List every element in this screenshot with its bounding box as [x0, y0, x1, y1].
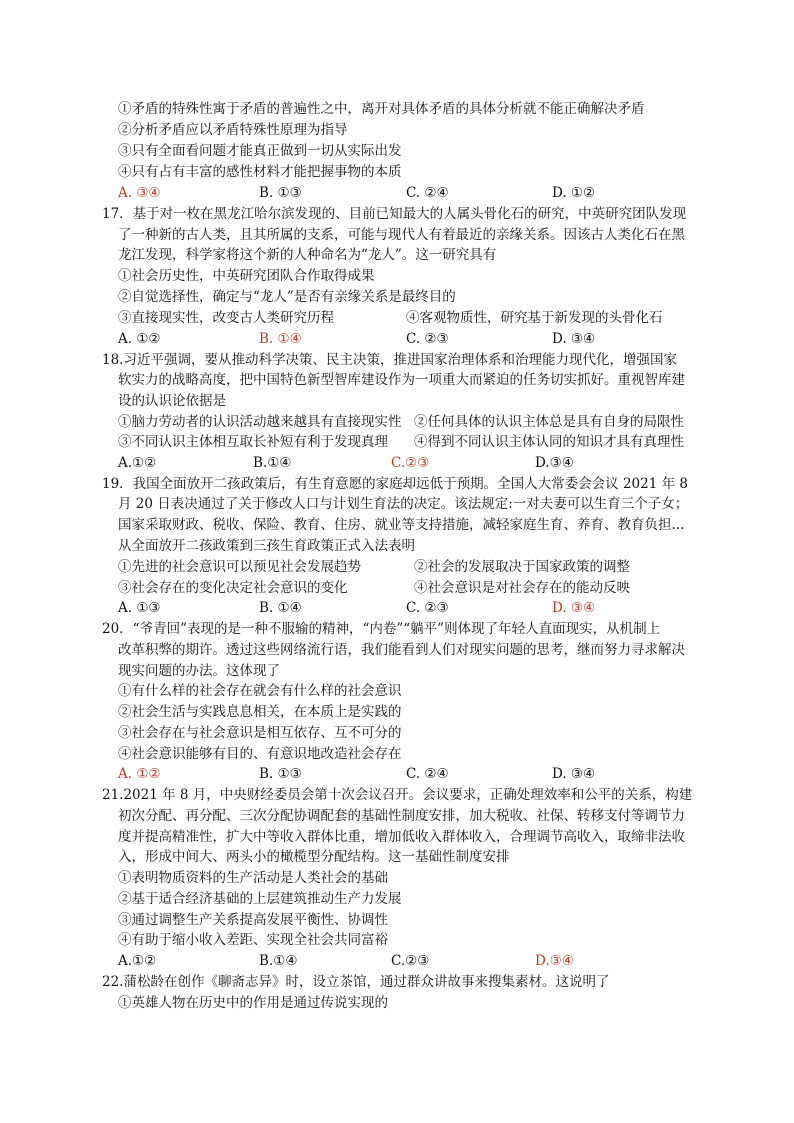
q21-stem-2: 初次分配、再分配、三次分配协调配套的基础性制度安排，加大税收、社保、转移支付等调节力 [118, 808, 685, 824]
q16-item-4: ④只有占有丰富的感性材料才能把握事物的本质 [118, 164, 402, 180]
q18-item-3: ③不同认识主体相互取长补短有利于发现真理 [118, 434, 388, 450]
q16-item-2: ②分析矛盾应以矛盾特殊性原理为指导 [118, 122, 348, 138]
q19-option-a: A. ①③ [118, 600, 161, 616]
q21-stem-1: 21.2021 年 8 月，中央财经委员会第十次会议召开。会议要求，正确处理效率和公平的关系，构建 [102, 787, 693, 803]
q21-option-d: D.③④ [535, 953, 574, 969]
q18-item-4: ④得到不同认识主体认同的知识才具有真理性 [414, 434, 684, 450]
q21-option-a: A.①② [118, 953, 157, 969]
q19-option-d: D. ③④ [552, 600, 596, 616]
q18-stem-2: 软实力的战略高度，把中国特色新型智库建设作为一项重大而紧迫的任务切实抓好。重视智库建 [118, 372, 685, 388]
q19-item-2: ②社会的发展取决于国家政策的调整 [414, 559, 630, 575]
q19-item-1: ①先进的社会意识可以预见社会发展趋势 [118, 559, 361, 575]
q20-option-d: D. ③④ [552, 766, 596, 782]
q17-stem-1: 17．基于对一枚在黑龙江哈尔滨发现的、目前已知最大的人属头骨化石的研究，中英研究团队发现 [102, 206, 687, 222]
q17-option-d: D. ③④ [552, 331, 596, 347]
q17-stem-2: 了一种新的古人类，且其所属的支系，可能与现代人有着最近的亲缘关系。因该古人类化石在黑 [118, 227, 685, 243]
q21-option-c: C.②③ [391, 953, 430, 969]
q17-item-4: ④客观物质性，研究基于新发现的头骨化石 [406, 310, 663, 326]
q17-option-b: B. ①④ [259, 331, 302, 347]
q17-stem-3: 龙江发现，科学家将这个新的人种命名为“龙人”。这一研究具有 [118, 247, 497, 263]
q18-option-d: D.③④ [535, 455, 574, 471]
q18-option-a: A.①② [118, 455, 157, 471]
q20-option-b: B. ①③ [259, 766, 302, 782]
q22-stem-1: 22.蒲松龄在创作《聊斋志异》时，设立茶馆，通过群众讲故事来搜集素材。这说明了 [102, 974, 610, 990]
q20-item-1: ①有什么样的社会存在就会有什么样的社会意识 [118, 683, 402, 699]
q20-option-a: A. ①② [118, 766, 161, 782]
q19-stem-2: 月 20 日表决通过了关于修改人口与计划生育法的决定。该法规定:一对夫妻可以生育三个子女； [118, 496, 689, 512]
q22-item-1: ①英雄人物在历史中的作用是通过传说实现的 [118, 995, 388, 1011]
q16-option-d: D. ①② [552, 185, 596, 201]
q21-item-3: ③通过调整生产关系提高发展平衡性、协调性 [118, 912, 388, 928]
q20-item-4: ④社会意识能够有目的、有意识地改造社会存在 [118, 746, 402, 762]
q17-option-a: A. ①② [118, 331, 161, 347]
q20-option-c: C. ②④ [406, 766, 449, 782]
q21-stem-4: 入，形成中间大、两头小的橄榄型分配结构。这一基础性制度安排 [118, 849, 510, 865]
q17-item-3: ③直接现实性，改变古人类研究历程 [118, 310, 334, 326]
q19-option-c: C. ②③ [406, 600, 449, 616]
q21-stem-3: 度并提高精准性，扩大中等收入群体比重，增加低收入群体收入，合理调节高收入，取缔非法收 [118, 829, 685, 845]
q20-stem-1: 20．“爷青回”表现的是一种不服输的精神，“内卷”“躺平”则体现了年轻人直面现实，从机制上 [102, 621, 661, 637]
q18-item-1: ①脑力劳动者的认识活动越来越具有直接现实性 [118, 414, 402, 430]
q18-option-c: C.②③ [391, 455, 430, 471]
q21-item-4: ④有助于缩小收入差距、实现全社会共同富裕 [118, 932, 388, 948]
q20-item-2: ②社会生活与实践息息相关，在本质上是实践的 [118, 704, 402, 720]
q19-item-4: ④社会意识是对社会存在的能动反映 [414, 580, 630, 596]
q18-stem-1: 18.习近平强调，要从推动科学决策、民主决策，推进国家治理体系和治理能力现代化，增强国家 [102, 352, 677, 368]
q17-option-c: C. ②③ [406, 331, 449, 347]
q20-item-3: ③社会存在与社会意识是相互依存、互不可分的 [118, 725, 402, 741]
q18-option-b: B.①④ [253, 455, 292, 471]
q16-item-3: ③只有全面看问题才能真正做到一切从实际出发 [118, 143, 402, 159]
q19-stem-4: 从全面放开二孩政策到三孩生育政策正式入法表明 [118, 538, 415, 554]
q18-item-2: ②任何具体的认识主体总是具有自身的局限性 [414, 414, 684, 430]
q19-stem-3: 国家采取财政、税收、保险、教育、住房、就业等支持措施，减轻家庭生育、养育、教育负担... [118, 517, 685, 533]
q19-option-b: B. ①④ [259, 600, 302, 616]
q16-option-b: B. ①③ [259, 185, 302, 201]
q17-item-1: ①社会历史性，中英研究团队合作取得成果 [118, 268, 375, 284]
q16-item-1: ①矛盾的特殊性寓于矛盾的普遍性之中，离开对具体矛盾的具体分析就不能正确解决矛盾 [118, 101, 645, 117]
q21-item-1: ①表明物质资料的生产活动是人类社会的基础 [118, 870, 388, 886]
q16-option-a: A. ③④ [118, 185, 161, 201]
q17-item-2: ②自觉选择性，确定与“龙人”是否有亲缘关系是最终目的 [118, 289, 456, 305]
q19-stem-1: 19．我国全面放开二孩政策后，有生育意愿的家庭却远低于预期。全国人大常委会会议 2021 年 8 [102, 476, 688, 492]
q21-option-b: B.①④ [259, 953, 298, 969]
q20-stem-2: 改革积弊的期许。透过这些网络流行语，我们能看到人们对现实问题的思考，继而努力寻求解决 [118, 642, 685, 658]
q21-item-2: ②基于适合经济基础的上层建筑推动生产力发展 [118, 891, 402, 907]
q20-stem-3: 现实问题的办法。这体现了 [118, 663, 280, 679]
q16-option-c: C. ②④ [406, 185, 449, 201]
q18-stem-3: 设的认识论依据是 [118, 393, 226, 409]
q19-item-3: ③社会存在的变化决定社会意识的变化 [118, 580, 348, 596]
